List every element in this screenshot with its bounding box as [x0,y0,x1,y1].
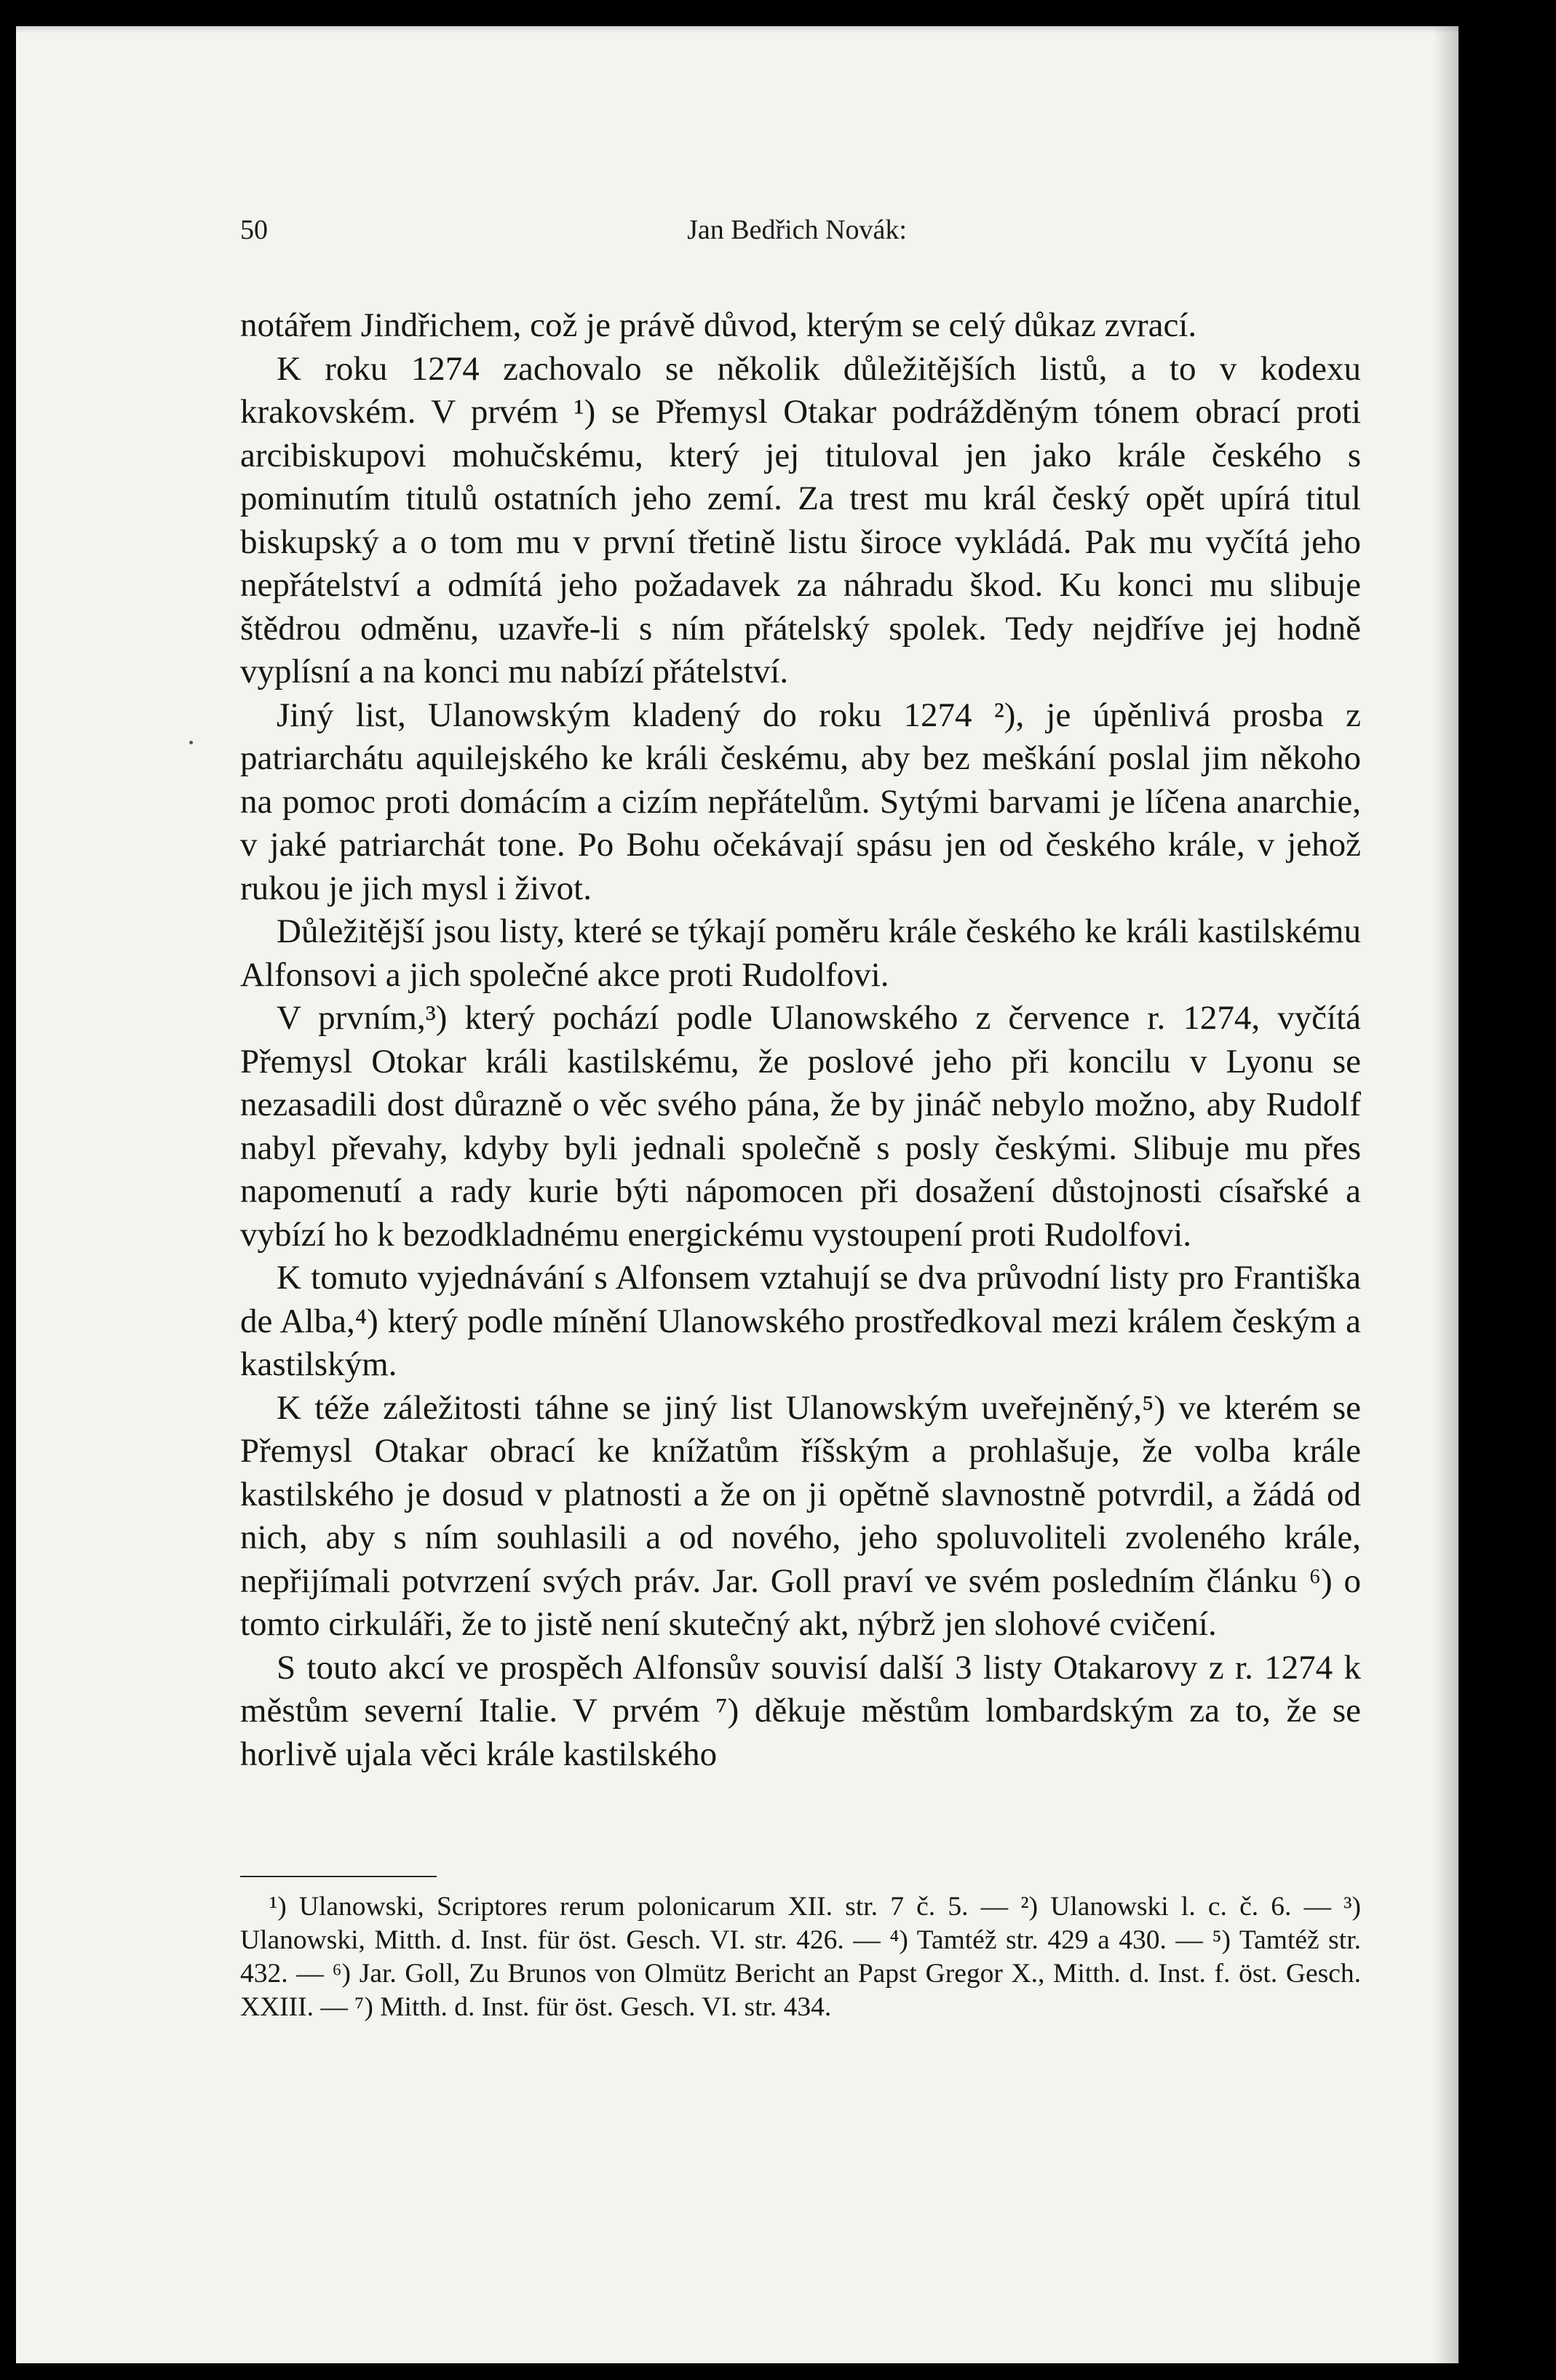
paragraph-2: K roku 1274 zachovalo se několik důležitějších listů, a to v kodexu krakovském. V prvém ¹) se Přemysl Otakar podrážděným tónem obrací proti arcibiskupovi mohučskému, který jej tituloval jen jako krále českého s pominutím titulů ostatních jeho zemí. Za trest mu král český opět upírá titul biskupský a o tom mu v první třetině listu široce vykládá. Pak mu vyčítá jeho nepřátelství a odmítá jeho požadavek za náhradu škod. Ku konci mu slibuje štědrou odměnu, uzavře-li s ním přátelský spolek. Tedy nejdříve jej hodně vyplísní a na konci mu nabízí přátelství. [240,349,1361,690]
paragraph-6: K tomuto vyjednávání s Alfonsem vztahují se dva průvodní listy pro Františka de Alba,⁴) který podle mínění Ulanowského prostředkoval mezi králem českým a kastilským. [240,1259,1361,1383]
footnote-rule [240,1876,437,1877]
page-number: 50 [240,215,268,245]
print-speck [189,741,193,744]
paragraph-7: K téže záležitosti táhne se jiný list Ulanowským uveřejněný,⁵) ve kterém se Přemysl Otakar obrací ke knížatům říšským a prohlašuje, že volba krále kastilského je dosud v platnosti a že on ji opětně slavnostně potvrdil, a žádá od nich, aby s ním souhlasili a od nového, jeho spoluvoliteli zvoleného krále, nepřijímali potvrzení svých práv. Jar. Goll praví ve svém posledním článku ⁶) o tomto cirkuláři, že to jistě není skutečný akt, nýbrž jen slohové cvičení. [240,1388,1361,1643]
footnotes [240,1890,1361,2024]
paragraph-8: S touto akcí ve prospěch Alfonsův souvisí další 3 listy Otakarovy z r. 1274 k městům severní Italie. V prvém ⁷) děkuje městům lombardským za to, že se horlivě ujala věci krále kastilského [240,1648,1361,1773]
page-edge-shadow-top [16,26,1458,33]
body-text [240,304,1361,1776]
page-edge-shadow-right [1434,26,1458,2363]
running-head: Jan Bedřich Novák: [687,215,907,245]
paragraph-1: notářem Jindřichem, což je právě důvod, kterým se celý důkaz zvrací. [240,306,1197,344]
page-header [240,214,1354,258]
paragraph-3: Jiný list, Ulanowským kladený do roku 1274 ²), je úpěnlivá prosba z patriarchátu aquilejského ke králi českému, aby bez meškání poslal jim někoho na pomoc proti domácím a cizím nepřátelům. Sytými barvami je líčena anarchie, v jaké patriarchát tone. Po Bohu očekávají spásu jen od českého krále, v jehož rukou je jich mysl i život. [240,696,1361,907]
paragraph-4: Důležitější jsou listy, které se týkají poměru krále českého ke králi kastilskému Alfonsovi a jich společné akce proti Rudolfovi. [240,912,1361,994]
footnotes-text: ¹) Ulanowski, Scriptores rerum polonicarum XII. str. 7 č. 5. — ²) Ulanowski l. c. č. 6. — ³) Ulanowski, Mitth. d. Inst. für öst. Gesch. VI. str. 426. — ⁴) Tamtéž str. 429 a 430. — ⁵) Tamtéž str. 432. — ⁶) Jar. Goll, Zu Brunos von Olmütz Bericht an Papst Gregor X., Mitth. d. Inst. f. öst. Gesch. XXIII. — ⁷) Mitth. d. Inst. für öst. Gesch. VI. str. 434. [240,1892,1361,2022]
paragraph-5: V prvním,³) který pochází podle Ulanowského z července r. 1274, vyčítá Přemysl Otokar králi kastilskému, že poslové jeho při koncilu v Lyonu se nezasadili dost důrazně o věc svého pána, že by jináč nebylo možno, aby Rudolf nabyl převahy, kdyby byli jednali společně s posly českými. Slibuje mu přes napomenutí a rady kurie býti nápomocen při dosažení důstojnosti císařské a vybízí ho k bezodkladnému energickému vystoupení proti Rudolfovi. [240,999,1361,1254]
